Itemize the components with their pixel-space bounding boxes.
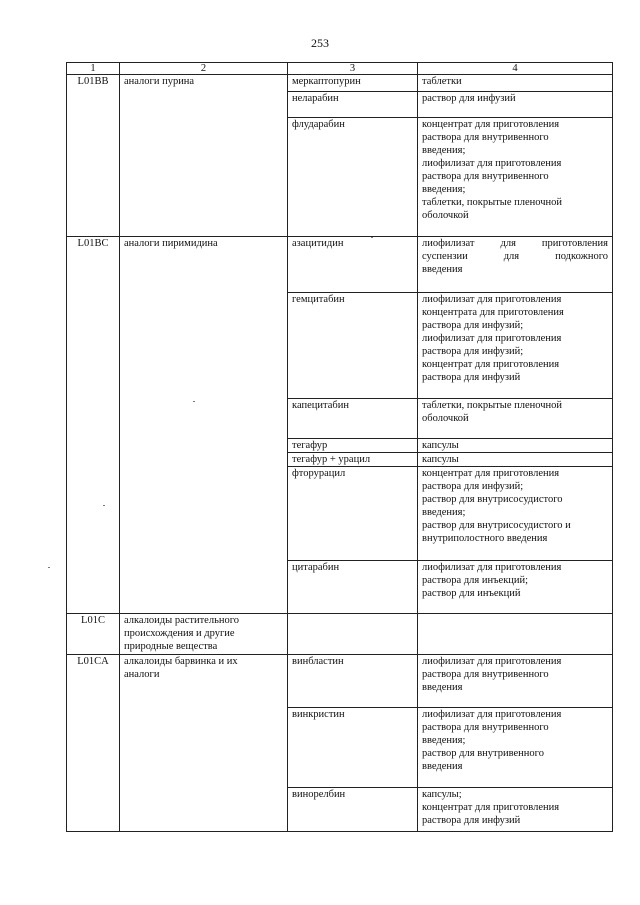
table-row [67, 75, 613, 92]
dosage-form-line: концентрат для приготовления [422, 468, 560, 479]
dosage-form-cell [418, 118, 613, 237]
group-name-line: аналоги пурина [124, 76, 195, 87]
dosage-form-line: таблетки [422, 76, 462, 87]
scan-speck [48, 567, 50, 568]
drug-name-cell: винкристин [288, 708, 418, 788]
dosage-form-line: введения; [422, 184, 466, 195]
drug-name-cell: азацитидин [288, 237, 418, 293]
dosage-form-line: внутриполостного введения [422, 533, 548, 544]
dosage-form-line: раствора для внутривенного [422, 132, 549, 143]
drug-name-cell: винбластин [288, 655, 418, 708]
drug-name-cell: винорелбин [288, 788, 418, 832]
dosage-form-line: лиофилизат для приготовления [422, 158, 562, 169]
dosage-form-line: раствора для инфузий; [422, 346, 524, 357]
dosage-form-line: раствор для инъекций [422, 588, 521, 599]
dosage-form-cell [418, 75, 613, 92]
drug-name-cell: неларабин [288, 92, 418, 118]
drug-name-cell: флударабин [288, 118, 418, 237]
dosage-form-cell [418, 788, 613, 832]
scan-speck [193, 401, 195, 402]
column-number: 1 [67, 63, 120, 75]
dosage-form-line: введения; [422, 145, 466, 156]
dosage-form-line: введения; [422, 507, 466, 518]
dosage-form-line: оболочкой [422, 210, 469, 221]
anatomical-group-cell [120, 655, 288, 832]
dosage-form-cell [418, 561, 613, 614]
dosage-form-cell [418, 439, 613, 453]
table-row [67, 614, 613, 655]
dosage-form-line: концентрат для приготовления [422, 802, 560, 813]
dosage-form-line: раствора для инфузий [422, 372, 521, 383]
dosage-form-line: раствора для внутривенного [422, 171, 549, 182]
table-row [67, 237, 613, 293]
dosage-form-line: введения [422, 264, 463, 275]
dosage-form-line: раствора для инфузий; [422, 320, 524, 331]
atc-code-cell: L01BC [67, 237, 120, 614]
dosage-form-cell [418, 92, 613, 118]
dosage-form-line: введения [422, 761, 463, 772]
dosage-form-line: лиофилизат для приготовления [422, 656, 562, 667]
dosage-form-line: лиофилизат для приготовления [422, 294, 562, 305]
dosage-form-line: капсулы; [422, 789, 462, 800]
dosage-form-cell [418, 708, 613, 788]
drug-name-cell: меркаптопурин [288, 75, 418, 92]
drug-name-cell: гемцитабин [288, 293, 418, 399]
dosage-form-line: капсулы [422, 440, 459, 451]
page-number: 253 [311, 36, 329, 50]
dosage-form-line: концентрат для приготовления [422, 119, 560, 130]
group-name-line: природные вещества [124, 641, 218, 652]
atc-code-cell: L01CA [67, 655, 120, 832]
dosage-form-line: раствора для внутривенного [422, 669, 549, 680]
dosage-form-line: раствор для внутривенного [422, 748, 544, 759]
drug-name-cell: цитарабин [288, 561, 418, 614]
dosage-form-line: оболочкой [422, 413, 469, 424]
dosage-form-line: раствора для инфузий [422, 815, 521, 826]
table-row [67, 655, 613, 708]
dosage-form-line: таблетки, покрытые пленочной [422, 197, 563, 208]
anatomical-group-cell [120, 614, 288, 655]
dosage-form-line: раствора для инфузий; [422, 481, 524, 492]
column-number: 3 [288, 63, 418, 75]
column-number: 2 [120, 63, 288, 75]
dosage-form-line: раствор для внутрисосудистого и [422, 520, 571, 531]
dosage-form-line: раствора для инъекций; [422, 575, 529, 586]
dosage-form-line: концентрат для приготовления [422, 359, 560, 370]
dosage-form-cell [418, 655, 613, 708]
group-name-line: алкалоиды растительного [124, 615, 240, 626]
drug-name-cell: тегафур + урацил [288, 453, 418, 467]
drug-name-cell: фторурацил [288, 467, 418, 561]
column-number: 4 [418, 63, 613, 75]
dosage-form-line: лиофилизат для приготовления [422, 709, 562, 720]
dosage-form-cell [418, 293, 613, 399]
dosage-form-cell [418, 614, 613, 655]
drug-classification-table [66, 62, 613, 832]
dosage-form-cell [418, 237, 613, 293]
dosage-form-line: концентрата для приготовления [422, 307, 564, 318]
anatomical-group-cell [120, 75, 288, 237]
atc-code-cell: L01BB [67, 75, 120, 237]
group-name-line: алкалоиды барвинка и их [124, 656, 238, 667]
dosage-form-cell [418, 399, 613, 439]
dosage-form-cell [418, 467, 613, 561]
dosage-form-line: лиофилизат для приготовления [422, 333, 562, 344]
scan-speck [371, 237, 373, 238]
dosage-form-line: введения [422, 682, 463, 693]
drug-name-cell: капецитабин [288, 399, 418, 439]
dosage-form-line: раствора для внутривенного [422, 722, 549, 733]
drug-name-cell: тегафур [288, 439, 418, 453]
atc-code-cell: L01C [67, 614, 120, 655]
scan-speck [103, 505, 105, 506]
dosage-form-line: раствор для внутрисосудистого [422, 494, 563, 505]
dosage-form-line: раствор для инфузий [422, 93, 516, 104]
column-number-row [67, 63, 613, 75]
dosage-form-line: капсулы [422, 454, 459, 465]
dosage-form-cell [418, 453, 613, 467]
dosage-form-line: лиофилизат для приготовления [422, 238, 608, 249]
drug-name-cell [288, 614, 418, 655]
group-name-line: происхождения и другие [124, 628, 235, 639]
dosage-form-line: лиофилизат для приготовления [422, 562, 562, 573]
dosage-form-line: суспензии для подкожного [422, 251, 608, 262]
dosage-form-line: таблетки, покрытые пленочной [422, 400, 563, 411]
anatomical-group-cell [120, 237, 288, 614]
dosage-form-line: введения; [422, 735, 466, 746]
group-name-line: аналоги [124, 669, 160, 680]
group-name-line: аналоги пиримидина [124, 238, 218, 249]
